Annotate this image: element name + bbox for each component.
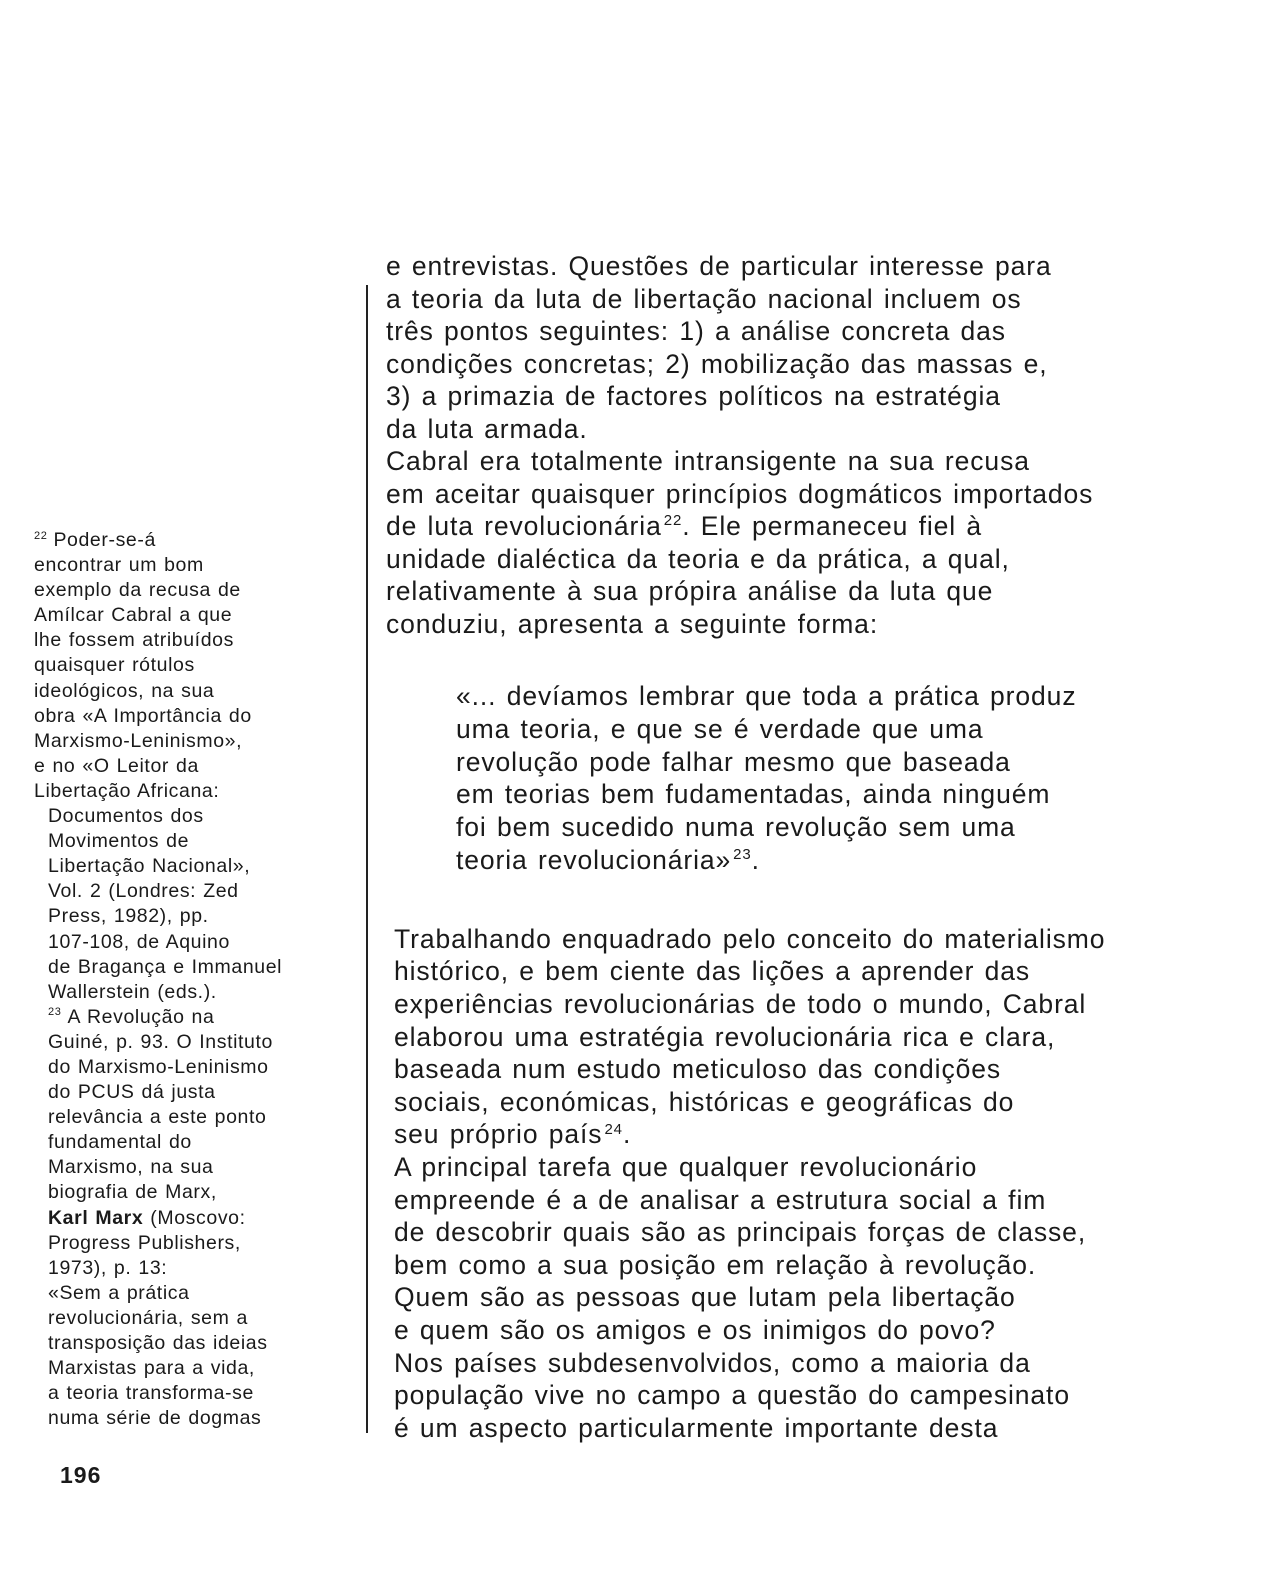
text-line-with-footnote xyxy=(394,1118,1236,1151)
text-line: e quem são os amigos e os inimigos do povo? xyxy=(394,1314,996,1345)
text-line: unidade dialéctica da teoria e da prática, a qual, xyxy=(386,543,1010,574)
text-line: empreende é a de analisar a estrutura social a fim xyxy=(394,1184,1047,1215)
footnote-line: relevância a este ponto xyxy=(48,1106,267,1129)
text-line: conduziu, apresenta a seguinte forma: xyxy=(386,608,879,639)
column-divider xyxy=(366,285,368,1433)
paragraph-2 xyxy=(386,445,1236,640)
footnote-line: ideológicos, na sua xyxy=(34,679,215,702)
paragraph-3 xyxy=(386,923,1236,1445)
footnote-line: do PCUS dá justa xyxy=(48,1081,216,1104)
text-line: em aceitar quaisquer princípios dogmáticos importados xyxy=(386,478,1094,509)
block-quote xyxy=(386,680,1236,877)
quote-line: «... devíamos lembrar que toda a prática produz xyxy=(456,681,1077,711)
footnote-line: lhe fossem atribuídos xyxy=(34,629,234,652)
footnote-line: obra «A Importância do xyxy=(34,704,252,727)
footnote-line: Marxistas para a vida, xyxy=(48,1357,255,1380)
footnote-text: (Moscovo: xyxy=(143,1206,246,1229)
footnotes-column xyxy=(34,528,364,1431)
footnote-line: biografia de Marx, xyxy=(48,1181,217,1204)
footnote-line: Poder-se-á xyxy=(53,529,156,551)
text-line: relativamente à sua própira análise da luta que xyxy=(386,576,994,606)
text-line: e entrevistas. Questões de particular interesse para xyxy=(386,251,1052,281)
quote-line: foi bem sucedido numa revolução sem uma xyxy=(456,812,1016,843)
text-line: condições concretas; 2) mobilização das massas e, xyxy=(386,348,1048,379)
footnote-22-first-line xyxy=(34,528,364,553)
main-text-column xyxy=(386,250,1236,1444)
footnote-line: Amílcar Cabral a que xyxy=(34,604,233,627)
footnote-line: Marxismo-Leninismo», xyxy=(34,729,243,752)
footnote-line: Marxismo, na sua xyxy=(48,1156,214,1179)
text-line: a teoria da luta de libertação nacional incluem os xyxy=(386,283,1022,314)
text-line: sociais, económicas, históricas e geográficas do xyxy=(394,1086,1015,1117)
footnote-23-first-line xyxy=(34,1005,364,1030)
footnote-ref-22[interactable]: 22 xyxy=(663,512,683,530)
text-line-with-footnote xyxy=(386,510,1236,543)
quote-line: revolução pode falhar mesmo que baseada xyxy=(456,746,1011,777)
text-line: 3) a primazia de factores políticos na estratégia xyxy=(386,381,1001,411)
text-fragment: teoria revolucionária» xyxy=(456,844,732,875)
text-fragment: . xyxy=(622,1119,632,1150)
footnote-line: 107-108, de Aquino xyxy=(48,930,230,953)
text-line: Quem são as pessoas que lutam pela libertação xyxy=(394,1282,1016,1313)
footnote-line: Progress Publishers, xyxy=(48,1231,241,1254)
text-line: de descobrir quais são as principais forças de classe, xyxy=(394,1217,1087,1248)
text-line: histórico, e bem ciente das lições a aprender das xyxy=(394,956,1031,987)
text-line: é um aspecto particularmente importante desta xyxy=(394,1412,999,1443)
footnote-line: Documentos dos xyxy=(48,805,204,828)
footnote-line: quaisquer rótulos xyxy=(34,654,195,677)
footnote-line: «Sem a prática xyxy=(48,1281,190,1304)
footnote-23-number: 23 xyxy=(48,1006,62,1019)
footnote-line: Wallerstein (eds.). xyxy=(48,980,217,1003)
footnote-line-with-title xyxy=(34,1206,364,1231)
paragraph-1 xyxy=(386,250,1236,445)
footnote-22-number: 22 xyxy=(34,529,48,542)
footnote-line: revolucionária, sem a xyxy=(48,1306,248,1329)
quote-line-with-footnote xyxy=(456,844,1236,877)
text-fragment: de luta revolucionária xyxy=(386,511,662,541)
text-line: população vive no campo a questão do campesinato xyxy=(394,1380,1070,1411)
text-line: experiências revolucionárias de todo o mundo, Cabral xyxy=(394,988,1087,1019)
text-line: elaborou uma estratégia revolucionária rica e clara, xyxy=(394,1021,1056,1052)
text-fragment: seu próprio país xyxy=(394,1119,603,1150)
text-line: três pontos seguintes: 1) a análise concreta das xyxy=(386,316,1006,346)
footnote-line: Movimentos de xyxy=(48,830,190,853)
footnote-line: 1973), p. 13: xyxy=(48,1256,168,1279)
text-fragment: . xyxy=(751,844,760,875)
text-line: baseada num estudo meticuloso das condições xyxy=(394,1054,1002,1085)
quote-line: em teorias bem fudamentadas, ainda ninguém xyxy=(456,779,1051,810)
footnote-line: numa série de dogmas xyxy=(48,1407,262,1430)
book-title: Karl Marx xyxy=(48,1206,144,1229)
text-fragment: . Ele permaneceu fiel à xyxy=(682,511,982,541)
footnote-ref-24[interactable]: 24 xyxy=(604,1120,623,1138)
footnote-line: Libertação Africana: xyxy=(34,779,220,802)
footnote-line: de Bragança e Immanuel xyxy=(48,955,283,978)
footnote-line: A Revolução na xyxy=(67,1005,215,1028)
quote-line: uma teoria, e que se é verdade que uma xyxy=(456,713,984,744)
text-line: A principal tarefa que qualquer revolucionário xyxy=(394,1151,978,1182)
footnote-line: Libertação Nacional», xyxy=(48,855,251,878)
footnote-line: Press, 1982), pp. xyxy=(48,905,209,928)
footnote-line: Guiné, p. 93. O Instituto xyxy=(48,1030,273,1053)
footnote-line: a teoria transforma-se xyxy=(48,1382,254,1405)
text-line: da luta armada. xyxy=(386,413,588,444)
footnote-line: fundamental do xyxy=(48,1131,192,1154)
footnote-line: do Marxismo-Leninismo xyxy=(48,1055,269,1078)
footnote-line: Vol. 2 (Londres: Zed xyxy=(48,880,239,903)
footnote-line: encontrar um bom xyxy=(34,554,204,577)
page-number: 196 xyxy=(60,1462,102,1488)
footnote-line: exemplo da recusa de xyxy=(34,579,241,602)
text-line: Cabral era totalmente intransigente na sua recusa xyxy=(386,446,1030,476)
footnote-ref-23[interactable]: 23 xyxy=(733,846,752,864)
text-line: Trabalhando enquadrado pelo conceito do materialismo xyxy=(394,923,1106,954)
text-line: Nos países subdesenvolvidos, como a maioria da xyxy=(394,1347,1031,1378)
text-line: bem como a sua posição em relação à revolução. xyxy=(394,1249,1037,1280)
footnote-line: transposição das ideias xyxy=(48,1332,268,1354)
footnote-line: e no «O Leitor da xyxy=(34,754,199,777)
